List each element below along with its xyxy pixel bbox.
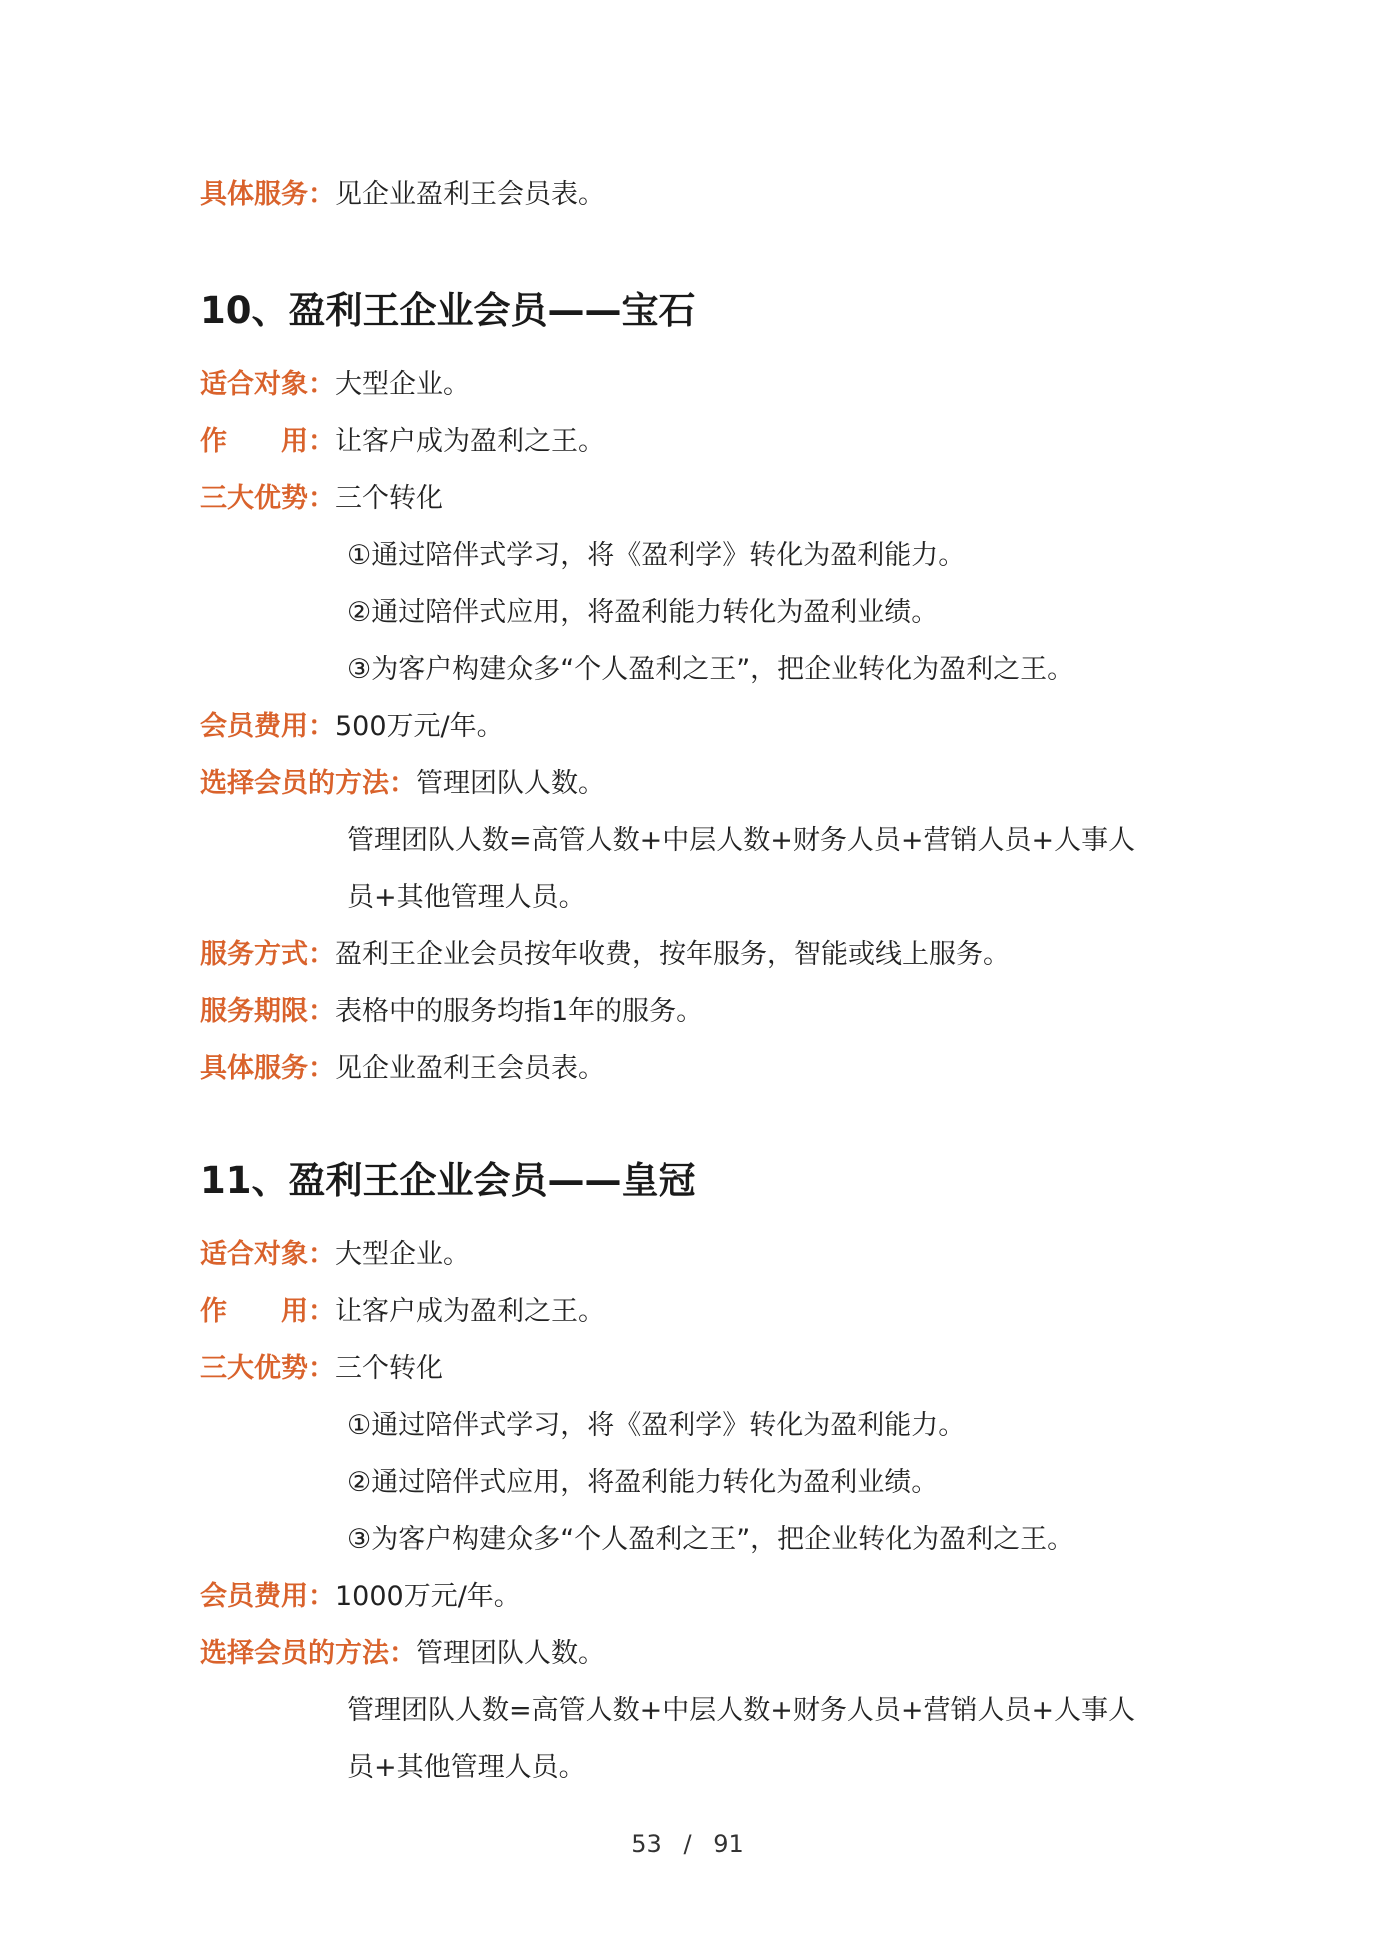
fee-value: 1000万元/年。 — [335, 1581, 521, 1612]
target-label: 适合对象： — [200, 1239, 335, 1270]
s10-method-detail-2: 员+其他管理人员。 — [347, 882, 586, 913]
period-label: 服务期限： — [200, 996, 335, 1027]
s11-effect-line — [200, 1294, 605, 1330]
s10-advantage-line — [200, 481, 443, 517]
s10-period-line — [200, 994, 703, 1030]
period-value: 表格中的服务均指1年的服务。 — [335, 996, 704, 1027]
s10-fee-line — [200, 709, 504, 745]
s11-method-line — [200, 1636, 605, 1672]
service-label: 具体服务： — [200, 1053, 335, 1084]
effect-value: 让客户成为盈利之王。 — [335, 426, 605, 457]
page-total: 91 — [713, 1830, 744, 1858]
s11-fee-line — [200, 1579, 521, 1615]
s11-method-detail-2: 员+其他管理人员。 — [347, 1752, 586, 1783]
page-number — [0, 1830, 1375, 1858]
s10-effect-line — [200, 424, 605, 460]
s10-advantage-item-3: ③为客户构建众多“个人盈利之王”，把企业转化为盈利之王。 — [347, 654, 1075, 685]
s10-target-line — [200, 367, 470, 403]
s11-advantage-item-2: ②通过陪伴式应用，将盈利能力转化为盈利业绩。 — [347, 1467, 939, 1498]
page-separator: / — [683, 1830, 692, 1858]
page-current: 53 — [631, 1830, 662, 1858]
s10-service-line — [200, 1051, 605, 1087]
s11-advantage-item-1: ①通过陪伴式学习，将《盈利学》转化为盈利能力。 — [347, 1410, 966, 1441]
section-11-heading: 11、盈利王企业会员——皇冠 — [200, 1159, 696, 1202]
effect-label: 作 用： — [200, 1296, 335, 1327]
effect-label: 作 用： — [200, 426, 335, 457]
s10-mode-line — [200, 937, 1010, 973]
method-value: 管理团队人数。 — [416, 768, 605, 799]
s10-method-line — [200, 766, 605, 802]
method-label: 选择会员的方法： — [200, 768, 416, 799]
fee-label: 会员费用： — [200, 1581, 335, 1612]
advantage-label: 三大优势： — [200, 1353, 335, 1384]
advantage-label: 三大优势： — [200, 483, 335, 514]
effect-value: 让客户成为盈利之王。 — [335, 1296, 605, 1327]
target-label: 适合对象： — [200, 369, 335, 400]
s11-method-detail-1: 管理团队人数=高管人数+中层人数+财务人员+营销人员+人事人 — [347, 1695, 1136, 1726]
target-value: 大型企业。 — [335, 369, 470, 400]
method-label: 选择会员的方法： — [200, 1638, 416, 1669]
s10-advantage-item-2: ②通过陪伴式应用，将盈利能力转化为盈利业绩。 — [347, 597, 939, 628]
fee-label: 会员费用： — [200, 711, 335, 742]
target-value: 大型企业。 — [335, 1239, 470, 1270]
fee-value: 500万元/年。 — [335, 711, 504, 742]
mode-label: 服务方式： — [200, 939, 335, 970]
s10-advantage-item-1: ①通过陪伴式学习，将《盈利学》转化为盈利能力。 — [347, 540, 966, 571]
top-service-line — [200, 177, 605, 213]
method-value: 管理团队人数。 — [416, 1638, 605, 1669]
advantage-value: 三个转化 — [335, 1353, 443, 1384]
s11-advantage-item-3: ③为客户构建众多“个人盈利之王”，把企业转化为盈利之王。 — [347, 1524, 1075, 1555]
s10-method-detail-1: 管理团队人数=高管人数+中层人数+财务人员+营销人员+人事人 — [347, 825, 1136, 856]
service-value: 见企业盈利王会员表。 — [335, 1053, 605, 1084]
service-label: 具体服务： — [200, 179, 335, 210]
mode-value: 盈利王企业会员按年收费，按年服务，智能或线上服务。 — [335, 939, 1010, 970]
service-value: 见企业盈利王会员表。 — [335, 179, 605, 210]
s11-advantage-line — [200, 1351, 443, 1387]
advantage-value: 三个转化 — [335, 483, 443, 514]
s11-target-line — [200, 1237, 470, 1273]
section-10-heading: 10、盈利王企业会员——宝石 — [200, 289, 696, 332]
